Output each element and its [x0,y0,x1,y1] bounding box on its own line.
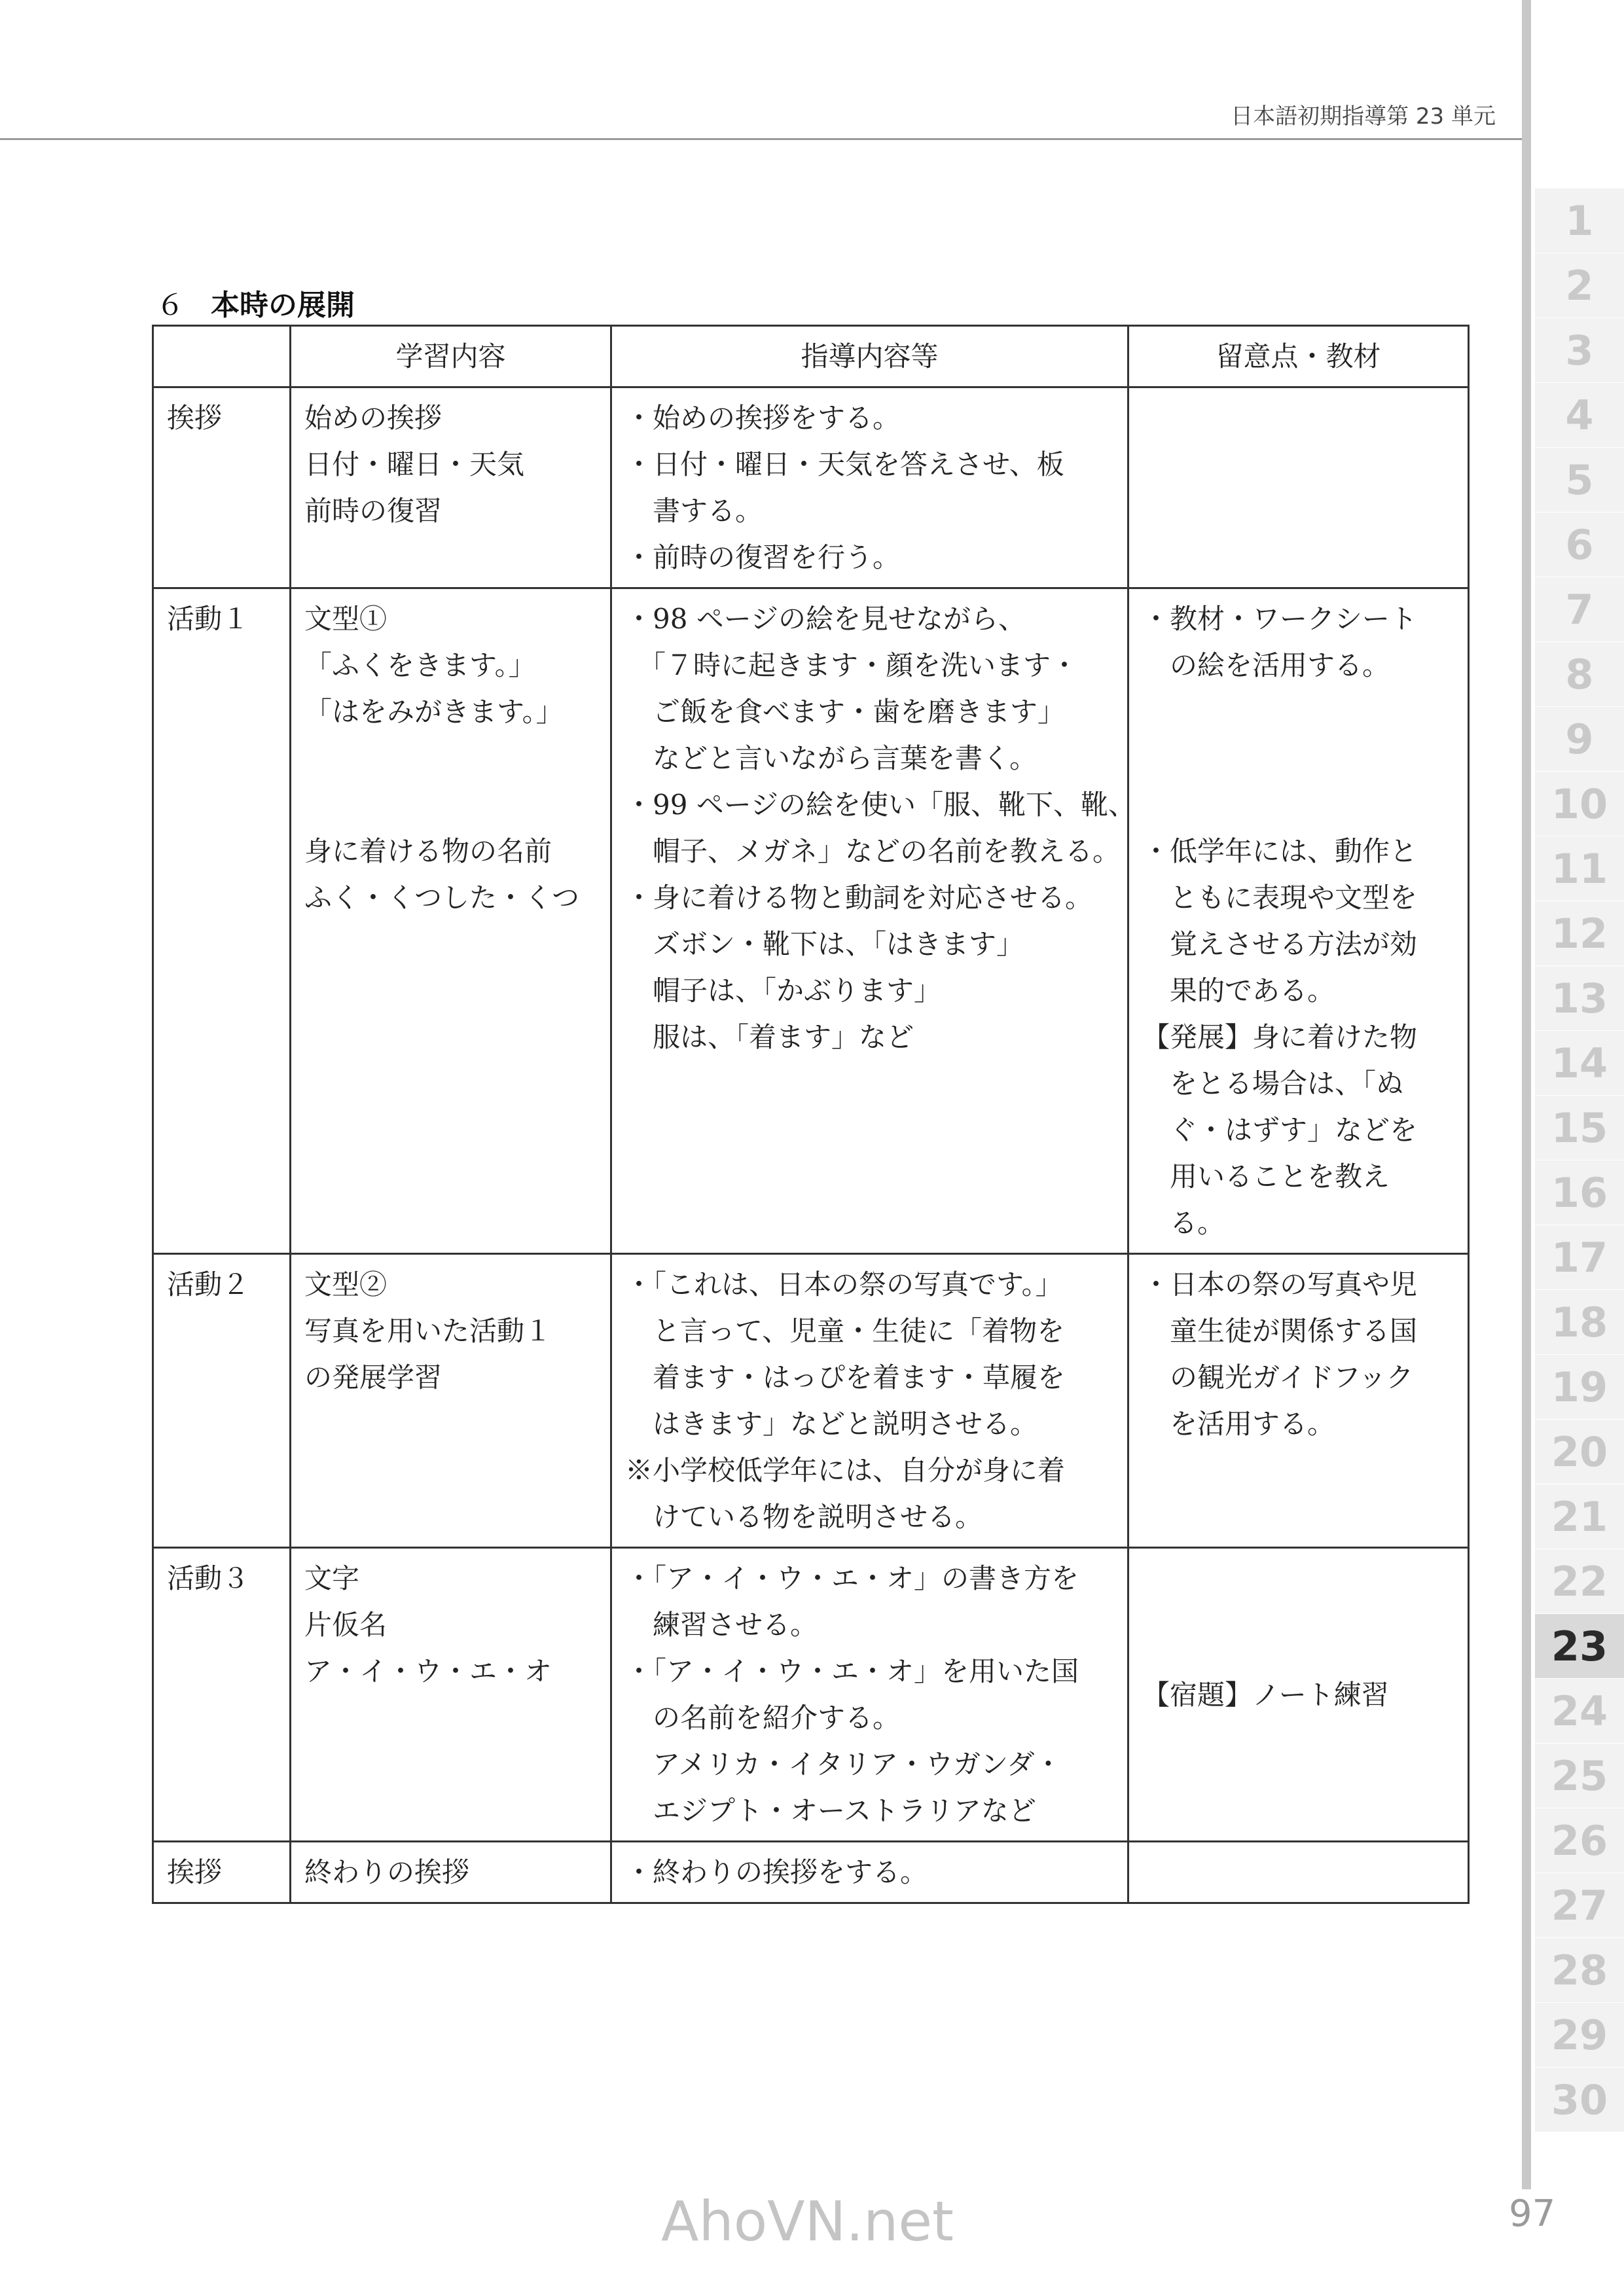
notes-cell [1128,1254,1469,1548]
unit-tab-2[interactable]: 2 [1535,253,1624,318]
guidance-line: ・前時の復習を行う。 [625,541,901,573]
guidance-line: ・「ア・イ・ウ・エ・オ」を用いた国 [625,1655,1079,1687]
guidance-line: エジプト・オーストラリアなど [653,1795,1036,1827]
content-line: 「ふくをきます。」 [304,649,536,681]
header-rule [0,138,1526,140]
unit-tab-25[interactable]: 25 [1535,1744,1624,1808]
unit-tab-11[interactable]: 11 [1535,836,1624,901]
notes-cell [1128,588,1469,1254]
guidance-line: 「７時に起きます・顔を洗います・ [638,649,1079,681]
content-line: ふく・くつした・くつ [304,882,580,914]
guidance-cell [611,387,1128,588]
phase-cell [153,588,291,1254]
guidance-cell [611,1254,1128,1548]
content-line: 終わりの挨拶 [304,1856,470,1888]
unit-tab-13[interactable]: 13 [1535,966,1624,1031]
notes-line: ・低学年には、動作と [1142,835,1418,867]
content-cell [291,1254,611,1548]
unit-tab-19[interactable]: 19 [1535,1355,1624,1420]
header-guidance: 指導内容等 [611,326,1128,387]
notes-line: 用いることを教え [1170,1160,1390,1193]
unit-tab-10[interactable]: 10 [1535,772,1624,836]
notes-line: 果的である。 [1170,975,1335,1007]
content-line: 前時の復習 [304,495,442,527]
notes-line: ・教材・ワークシート [1142,603,1418,635]
table-row [153,1254,1469,1548]
section-title: 本時の展開 [211,289,355,322]
content-cell [291,1842,611,1903]
guidance-line: ご飯を食べます・歯を磨きます」 [653,696,1066,728]
content-cell [291,387,611,588]
spacer [1142,781,1454,828]
guidance-line: ・98 ページの絵を見せながら、 [625,603,1026,635]
guidance-line: ・日付・曜日・天気を答えさせ、板 [625,448,1064,480]
notes-line: ぐ・はずす」などを [1170,1114,1418,1146]
guidance-line: ・身に着ける物と動詞を対応させる。 [625,882,1093,914]
guidance-line: 帽子、メガネ」などの名前を教える。 [653,835,1121,867]
content-line: 写真を用いた活動１ [304,1315,552,1347]
unit-tab-7[interactable]: 7 [1535,577,1624,642]
guidance-line: はきます」などと説明させる。 [653,1408,1038,1440]
header-learning-content: 学習内容 [291,326,611,387]
notes-line: を活用する。 [1170,1408,1335,1440]
section-number: ６ [156,289,185,322]
unit-tab-9[interactable]: 9 [1535,707,1624,772]
content-line: の発展学習 [304,1361,442,1393]
table-row [153,387,1469,588]
unit-tab-20[interactable]: 20 [1535,1420,1624,1484]
page-number: 97 [1509,2193,1556,2235]
unit-tab-1[interactable]: 1 [1535,188,1624,253]
content-line: ア・イ・ウ・エ・オ [304,1655,552,1687]
unit-tab-strip [1535,188,1624,2132]
header-notes-materials: 留意点・教材 [1128,326,1469,387]
unit-tab-28[interactable]: 28 [1535,1938,1624,2003]
header-phase [153,326,291,387]
guidance-line: ※小学校低学年には、自分が身に着 [625,1454,1066,1486]
guidance-line: 着ます・はっぴを着ます・草履を [653,1361,1066,1393]
content-line: 文型② [304,1268,388,1300]
section-heading [156,281,355,323]
unit-tab-4[interactable]: 4 [1535,383,1624,448]
guidance-line: ズボン・靴下は、「はきます」 [653,928,1024,960]
unit-tab-8[interactable]: 8 [1535,642,1624,707]
unit-tab-5[interactable]: 5 [1535,448,1624,512]
content-line: 文字 [304,1562,360,1594]
phase-label: 活動２ [167,1268,250,1300]
unit-tab-27[interactable]: 27 [1535,1873,1624,1938]
unit-tab-12[interactable]: 12 [1535,901,1624,966]
table-header-row [153,326,1469,387]
unit-tab-14[interactable]: 14 [1535,1031,1624,1096]
spacer [1142,689,1454,781]
content-line: 「はをみがきます。」 [304,696,564,728]
guidance-cell [611,1842,1128,1903]
unit-tab-3[interactable]: 3 [1535,318,1624,383]
table-row [153,588,1469,1254]
guidance-line: 服は、「着ます」など [653,1021,914,1053]
guidance-line: けている物を説明させる。 [653,1501,983,1533]
table-row [153,1842,1469,1903]
unit-tab-17[interactable]: 17 [1535,1225,1624,1290]
content-line: 身に着ける物の名前 [304,835,552,867]
notes-line: の観光ガイドフック [1170,1361,1414,1393]
guidance-cell [611,1548,1128,1842]
phase-label: 活動１ [167,603,250,635]
phase-cell [153,1548,291,1842]
notes-line: ともに表現や文型を [1170,882,1418,914]
guidance-line: などと言いながら言葉を書く。 [653,742,1038,774]
unit-tab-18[interactable]: 18 [1535,1290,1624,1355]
phase-label: 活動３ [167,1562,250,1594]
unit-tab-6[interactable]: 6 [1535,512,1624,577]
guidance-line: 書する。 [653,495,763,527]
guidance-line: ・始めの挨拶をする。 [625,402,901,434]
side-bar-rule [1522,0,1531,2189]
notes-cell [1128,1548,1469,1842]
guidance-line: ・99 ページの絵を使い「服、靴下、靴、 [625,789,1136,821]
table-row [153,1548,1469,1842]
running-header: 日本語初期指導第 23 単元 [1231,103,1496,130]
phase-label: 挨拶 [167,1856,223,1888]
notes-line: ・日本の祭の写真や児 [1142,1268,1418,1300]
content-line: 日付・曜日・天気 [304,448,525,480]
guidance-line: ・「ア・イ・ウ・エ・オ」の書き方を [625,1562,1079,1594]
phase-cell [153,1254,291,1548]
unit-tab-21[interactable]: 21 [1535,1484,1624,1549]
unit-tab-29[interactable]: 29 [1535,2003,1624,2068]
unit-tab-22[interactable]: 22 [1535,1549,1624,1614]
guidance-line: 帽子は、「かぶります」 [653,975,942,1007]
guidance-line: と言って、児童・生徒に「着物を [653,1315,1065,1347]
guidance-line: の名前を紹介する。 [653,1702,901,1734]
content-line: 始めの挨拶 [304,402,442,434]
content-line: 片仮名 [304,1609,388,1641]
notes-cell [1128,387,1469,588]
notes-cell [1128,1842,1469,1903]
guidance-line: アメリカ・イタリア・ウガンダ・ [653,1748,1062,1780]
notes-line: をとる場合は、「ぬ [1170,1067,1404,1100]
unit-tab-24[interactable]: 24 [1535,1679,1624,1744]
content-cell [291,588,611,1254]
guidance-line: ・終わりの挨拶をする。 [625,1856,928,1888]
content-line: 文型① [304,603,388,635]
guidance-cell [611,588,1136,1254]
notes-line: 覚えさせる方法が効 [1170,928,1418,960]
unit-tab-16[interactable]: 16 [1535,1160,1624,1225]
notes-line: 【発展】身に着けた物 [1142,1021,1418,1053]
unit-tab-15[interactable]: 15 [1535,1096,1624,1160]
phase-cell [153,1842,291,1903]
spacer [304,735,597,828]
lesson-plan-table [152,325,1470,1904]
unit-tab-30[interactable]: 30 [1535,2068,1624,2132]
watermark: AhoVN.net [661,2189,954,2253]
unit-tab-23[interactable]: 23 [1535,1614,1624,1679]
phase-label: 挨拶 [167,402,223,434]
phase-cell [153,387,291,588]
notes-line: る。 [1170,1207,1225,1239]
content-cell [291,1548,611,1842]
guidance-line: 練習させる。 [653,1609,818,1641]
notes-line: 童生徒が関係する国 [1170,1315,1418,1347]
unit-tab-26[interactable]: 26 [1535,1808,1624,1873]
notes-line: 【宿題】ノート練習 [1142,1678,1389,1711]
guidance-line: ・「これは、日本の祭の写真です。」 [625,1268,1063,1300]
notes-line: の絵を活用する。 [1170,649,1390,681]
